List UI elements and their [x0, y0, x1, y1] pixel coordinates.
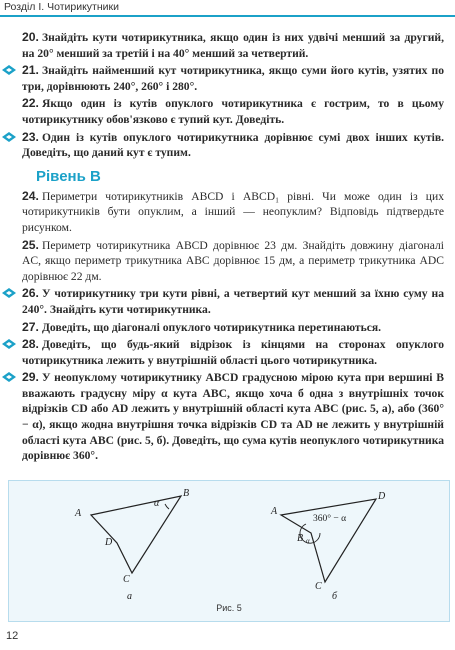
quadrilateral-b: [281, 499, 376, 582]
problem-number: 21.: [22, 63, 39, 78]
problem-text: У неопуклому чотирикутнику ABCD градусною мірою кута при вершині B вважають градусну міру α кута ABC, якщо хоча б одна з внутрішніх точок відрізків CD або AD лежить у внутрішній області кута ABC (рис. 5, а), або (360° − α), якщо жодна внутрішня точка відрізків CD та AD не лежить у внутрішній області кута ABC (рис. 5, б). Доведіть, що сума кутів неопуклого чотирикутника дорівнює 360°.: [22, 371, 444, 463]
figure-caption: Рис. 5: [216, 603, 242, 613]
difficulty-marker-icon: [1, 287, 17, 299]
problem-item: [22, 63, 444, 94]
problem-text: У чотирикутнику три кути рівні, а четвертий кут менший за їхню суму на 240°. Знайдіть кути чотирикутника.: [22, 287, 444, 316]
problem-text: Знайдіть найменший кут чотирикутника, якщо суми його кутів, узятих по три, дорівнюють 240°, 260° і 280°.: [22, 64, 444, 93]
level-heading: Рівень В: [36, 167, 101, 185]
problem-item: [22, 30, 444, 61]
problem-text: Периметри чотирикутників ABCD і ABCD₁ рівні. Чи може один із цих чотирикутників бути опуклим, а інший — неопуклим? Відповідь підтвердьте рисунком.: [22, 189, 444, 234]
figure-drawing: [9, 481, 449, 621]
label-b-B: B: [297, 533, 304, 544]
label-a-A: A: [75, 508, 82, 519]
difficulty-marker-icon: [1, 338, 17, 350]
label-a-alpha: α: [154, 498, 160, 509]
label-b-reflex: 360° − α: [313, 514, 347, 524]
problem-item: [22, 286, 444, 317]
label-a-B: B: [183, 488, 190, 499]
header-rule: [0, 15, 455, 17]
page-header: [0, 0, 455, 16]
problem-text: Доведіть, що діагоналі опуклого чотирикутника перетинаються.: [41, 320, 382, 334]
label-b-alpha: α: [306, 537, 310, 545]
problem-number: 24.: [22, 188, 39, 203]
page-number: 12: [6, 630, 19, 642]
sub-label-b: б: [332, 591, 338, 602]
problem-number: 20.: [22, 30, 39, 44]
figure-5: [8, 480, 450, 622]
problem-item: [22, 96, 444, 127]
difficulty-marker-icon: [1, 131, 17, 143]
angle-arc-a: [165, 504, 169, 509]
problem-item: [22, 130, 444, 161]
label-a-C: C: [123, 574, 130, 585]
problem-item: [22, 370, 444, 464]
problem-text: Якщо один із кутів опуклого чотирикутника є гострим, то в цьому чотирикутнику обов'язково є тупий кут. Доведіть.: [22, 97, 444, 126]
problem-number: 28.: [22, 337, 39, 352]
problem-text: Доведіть, що будь-який відрізок із кінцями на сторонах опуклого чотирикутника лежить у внутрішній області цього чотирикутника.: [22, 338, 444, 367]
sub-label-a: а: [127, 591, 132, 602]
problem-number: 22.: [22, 96, 39, 111]
problem-item: [22, 238, 444, 285]
problem-list: [22, 30, 444, 466]
problem-number: 25.: [22, 237, 39, 252]
problem-item: [22, 320, 444, 336]
section-title: Розділ I. Чотирикутники: [4, 1, 119, 13]
difficulty-marker-icon: [1, 371, 17, 383]
label-b-A: A: [271, 506, 278, 517]
difficulty-marker-icon: [1, 64, 17, 76]
label-b-D: D: [378, 491, 386, 502]
problem-number: 26.: [22, 286, 39, 301]
problem-number: 23.: [22, 129, 39, 144]
label-a-D: D: [105, 537, 113, 548]
problem-number: 27.: [22, 319, 39, 334]
problem-text: Один із кутів опуклого чотирикутника дорівнює сумі двох інших кутів. Доведіть, що даний кут є тупим.: [22, 130, 444, 160]
problem-item: [22, 337, 444, 368]
problem-item: [22, 189, 444, 236]
problem-text: Периметр чотирикутника ABCD дорівнює 23 дм. Знайдіть довжину діагоналі AC, якщо периметр трикутника ABC дорівнює 15 дм, а периметр трикутника ADC дорівнює 22 дм.: [22, 238, 444, 283]
problem-text: Знайдіть кути чотирикутника, якщо один із них удвічі менший за другий, на 20° менший за третій і на 40° менший за четвертий.: [22, 31, 444, 60]
problem-number: 29.: [22, 370, 39, 385]
label-b-C: C: [315, 581, 322, 592]
